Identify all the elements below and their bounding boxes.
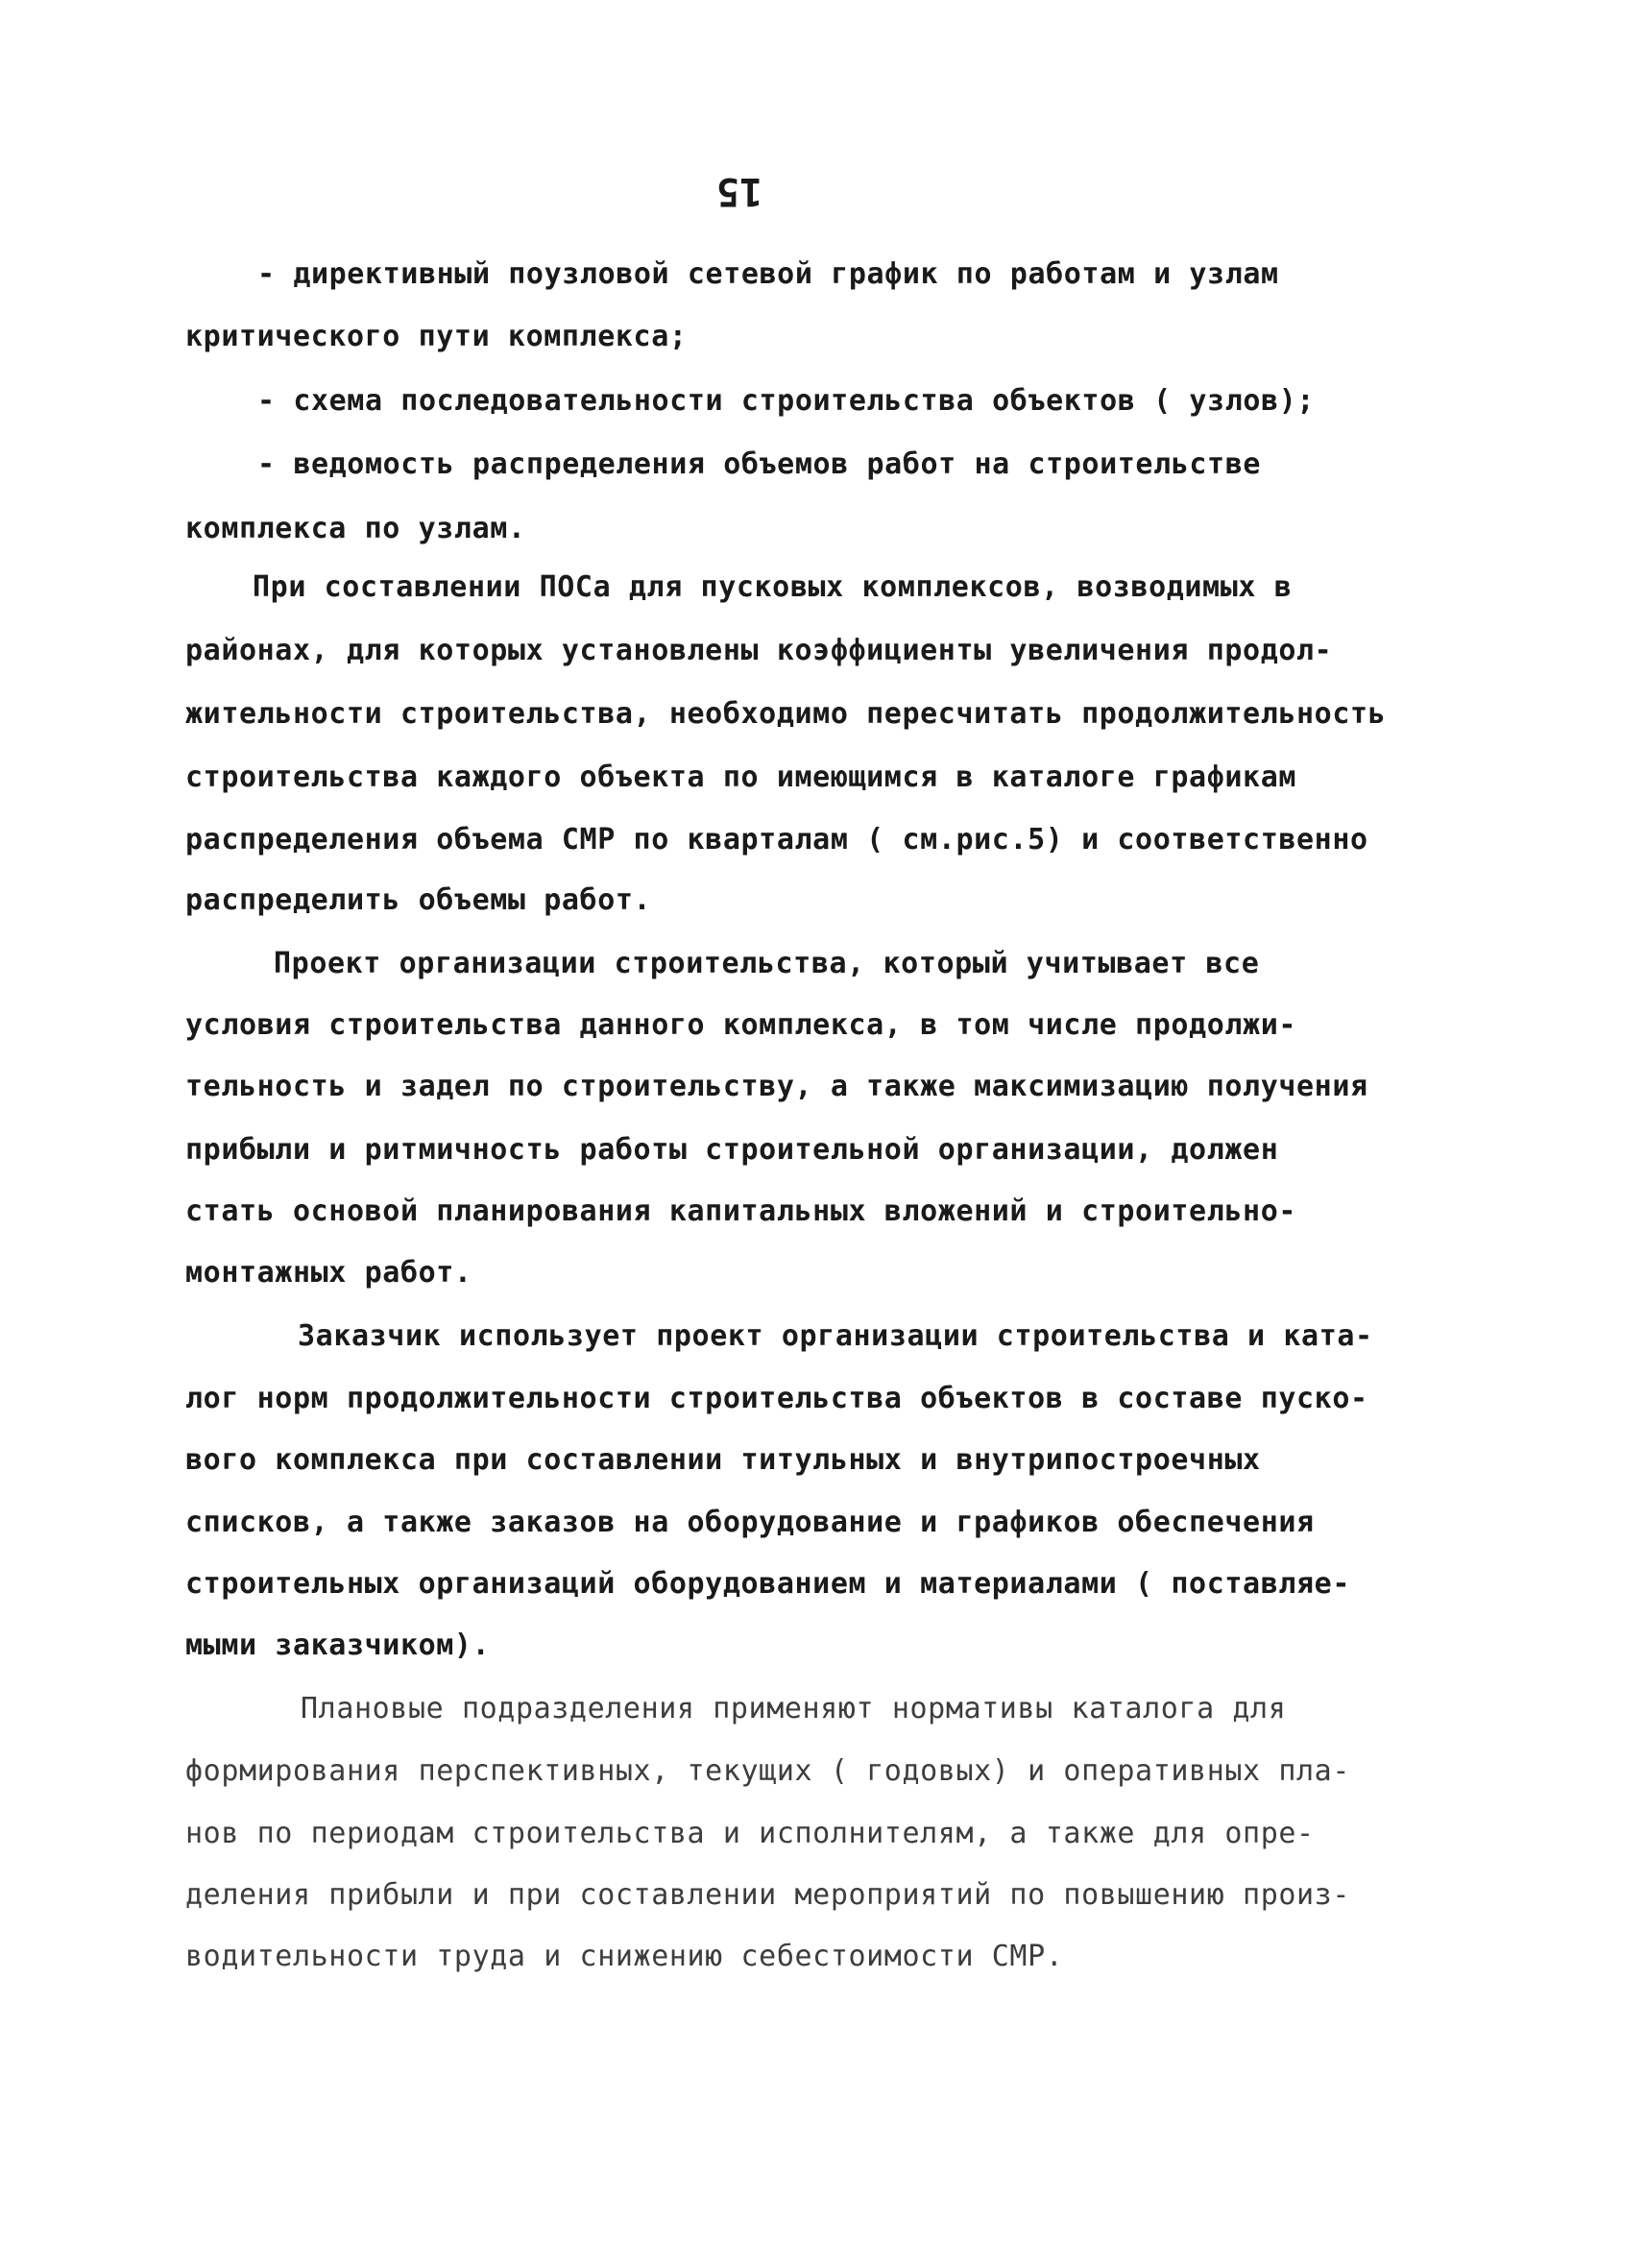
text-line: прибыли и ритмичность работы строительной организации, должен	[185, 1133, 1279, 1167]
text-line: комплекса по узлам.	[185, 512, 526, 545]
text-line: тельность и задел по строительству, а также максимизацию получения	[185, 1070, 1368, 1103]
text-line: вого комплекса при составлении титульных и внутрипостроечных	[185, 1443, 1261, 1477]
text-line: - ведомость распределения объемов работ на строительстве	[257, 447, 1262, 481]
text-line: Проект организации строительства, который учитывает все	[274, 947, 1260, 980]
text-line: водительности труда и снижению себестоимости СМР.	[185, 1940, 1064, 1973]
text-line: критического пути комплекса;	[185, 320, 688, 353]
page-number: 15	[715, 169, 763, 213]
text-line: стать основой планирования капитальных вложений и строительно-	[185, 1194, 1297, 1228]
text-line: распределения объема СМР по кварталам ( см.рис.5) и соответственно	[185, 823, 1368, 857]
text-line: мыми заказчиком).	[185, 1629, 491, 1662]
text-line: При составлении ПОСа для пусковых комплексов, возводимых в	[253, 570, 1293, 604]
text-line: распределить объемы работ.	[185, 883, 652, 917]
text-line: формирования перспективных, текущих ( годовых) и оперативных пла-	[185, 1754, 1350, 1788]
text-line: районах, для которых установлены коэффициенты увеличения продол-	[185, 634, 1333, 667]
text-line: строительства каждого объекта по имеющимся в каталоге графикам	[185, 760, 1297, 794]
text-line: строительных организаций оборудованием и материалами ( поставляе-	[185, 1567, 1350, 1601]
text-line: деления прибыли и при составлении мероприятий по повышению произ-	[185, 1878, 1350, 1912]
text-line: монтажных работ.	[185, 1256, 472, 1290]
text-line: - директивный поузловой сетевой график по работам и узлам	[257, 257, 1279, 291]
text-line: условия строительства данного комплекса, в том числе продолжи-	[185, 1008, 1297, 1042]
text-line: списков, а также заказов на оборудование и графиков обеспечения	[185, 1506, 1315, 1539]
text-line: Заказчик использует проект организации строительства и ката-	[298, 1319, 1373, 1353]
text-line: - схема последовательности строительства объектов ( узлов);	[257, 384, 1316, 418]
text-line: Плановые подразделения применяют нормативы каталога для	[301, 1692, 1287, 1725]
text-line: лог норм продолжительности строительства объектов в составе пуско-	[185, 1382, 1368, 1415]
text-line: жительности строительства, необходимо пересчитать продолжительность	[185, 697, 1387, 731]
text-line: нов по периодам строительства и исполнителям, а также для опре-	[185, 1817, 1315, 1850]
